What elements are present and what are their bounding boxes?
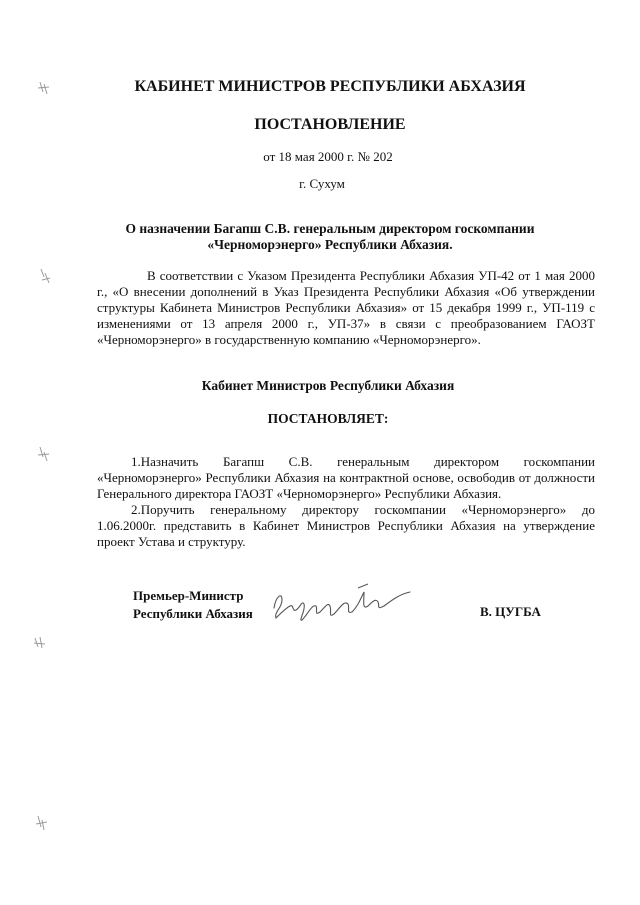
signatory-name: В. ЦУГБА (480, 604, 541, 619)
decrees-heading: ПОСТАНОВЛЯЕТ: (267, 411, 389, 426)
punch-hole-mark (36, 265, 56, 289)
punch-hole-mark (34, 443, 54, 467)
punch-hole-mark (32, 812, 52, 836)
subject-line-1: О назначении Багапш С.В. генеральным директором госкомпании (125, 221, 535, 236)
city-line: г. Сухум (299, 176, 345, 191)
document-type-heading: ПОСТАНОВЛЕНИЕ (254, 116, 406, 133)
subject-line-2: «Черноморэнерго» Республики Абхазия. (207, 237, 453, 252)
signatory-title-line-2: Республики Абхазия (133, 606, 253, 621)
punch-hole-mark (30, 632, 50, 656)
preamble-paragraph: В соответствии с Указом Президента Республики Абхазия УП-42 от 1 мая 2000 г., «О внесении дополнений в Указ Президента Республики Абхазия «Об утверждении структуры Кабинета Министров Республики Абхазия» от 15 декабря 1999 г., УП-119 с изменениями от 13 апреля 2000 г., УП-37» в связи с преобразованием ГАОЗТ «Черноморэнерго» в государственную компанию «Черноморэнерго». (97, 268, 595, 347)
signatory-title-line-1: Премьер-Министр (133, 588, 244, 603)
cabinet-line: Кабинет Министров Республики Абхазия (201, 378, 455, 393)
decree-item-2: 2.Поручить генеральному директору госкомпании «Черноморэнерго» до 1.06.2000г. представить в Кабинет Министров Республики Абхазия на утверждение проект Устава и структуру. (97, 502, 595, 549)
signatory-title (133, 587, 253, 623)
decree-item-1: 1.Назначить Багапш С.В. генеральным директором госкомпании «Черноморэнерго» Республики Абхазия на контрактной основе, освободив от должности Генерального директора ГАОЗТ «Черноморэнерго» Республики Абхазия. (97, 454, 595, 501)
handwritten-signature (268, 578, 418, 628)
organization-heading: КАБИНЕТ МИНИСТРОВ РЕСПУБЛИКИ АБХАЗИЯ (134, 78, 526, 95)
subject-heading (10, 221, 640, 253)
date-number-line: от 18 мая 2000 г. № 202 (263, 149, 393, 164)
